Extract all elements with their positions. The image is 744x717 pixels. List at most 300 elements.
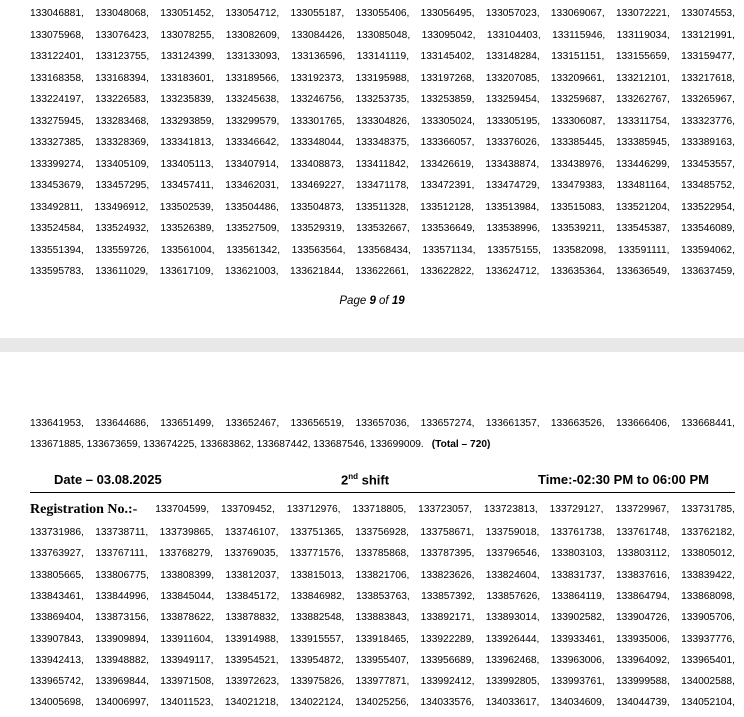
registration-number: 133787395, [420, 548, 475, 560]
registration-number: 133124399, [160, 51, 215, 62]
registration-number: 133148284, [485, 51, 540, 62]
registration-number: 133481164, [616, 180, 670, 191]
registration-number: 133636549, [615, 266, 670, 277]
number-line [30, 417, 735, 431]
last-number-line [30, 438, 735, 452]
registration-number: 133426619, [420, 158, 474, 170]
page-total-number: 19 [391, 295, 405, 307]
registration-number: 133385445, [550, 137, 605, 148]
registration-number: 133207085, [485, 72, 540, 84]
registration-number: 133085048, [356, 29, 411, 41]
registration-number: 133346642, [225, 137, 280, 148]
registration-number: 134011523, [160, 697, 214, 709]
registration-number: 133723813, [483, 504, 538, 515]
registration-number: 133057023, [485, 8, 540, 19]
number-line [30, 7, 735, 21]
registration-number: 133761738, [550, 527, 605, 538]
registration-number: 133882548, [290, 612, 345, 624]
registration-number: 133122401, [30, 51, 84, 62]
registration-number: 133668441, [681, 418, 735, 429]
registration-number: 133591111, [617, 244, 670, 256]
page-current-number: 9 [369, 295, 376, 307]
registration-number: 133305024, [421, 115, 475, 127]
registration-number: 133123755, [95, 51, 150, 62]
registration-number: 133893014, [485, 612, 540, 624]
registration-number: 133511328, [355, 201, 409, 213]
registration-number: 133617109, [159, 266, 214, 277]
registration-number: 133538996, [486, 223, 541, 234]
registration-number: 133471178, [355, 180, 409, 191]
registration-number: 133305195, [486, 115, 541, 127]
registration-number: 133526389, [160, 223, 215, 234]
registration-number: 133729967, [615, 504, 670, 515]
exam-date: Date – 03.08.2025 [54, 472, 162, 487]
registration-number: 133762182, [681, 527, 735, 538]
registration-number: 133844996, [95, 590, 150, 602]
registration-number: 133502539, [159, 201, 214, 213]
registration-number: 133621003, [224, 266, 279, 277]
registration-number: 133069067, [550, 8, 605, 19]
registration-number: 133746107, [224, 527, 279, 538]
registration-number: 133262767, [615, 94, 670, 105]
shift-word: shift [358, 472, 390, 488]
registration-label: Registration No.:- [30, 502, 138, 517]
shift-label [341, 472, 389, 487]
registration-number: 133076423, [95, 29, 150, 41]
registration-number: 133758671, [420, 527, 475, 538]
registration-number: 133304826, [355, 115, 410, 127]
number-line [30, 222, 735, 236]
registration-number: 133785868, [355, 548, 410, 560]
registration-number: 133532667, [355, 223, 410, 234]
number-line [30, 201, 735, 215]
registration-number: 133651499, [160, 418, 215, 429]
registration-number: 133072221, [615, 8, 670, 19]
shift-ordinal-suffix: nd [348, 472, 359, 481]
registration-number: 133922289, [420, 633, 475, 645]
registration-number: 133949117, [160, 654, 214, 666]
registration-number: 133246756, [290, 94, 345, 105]
registration-number: 133159477, [681, 51, 735, 62]
registration-number: 133084426, [291, 29, 345, 41]
registration-number: 133992805, [485, 676, 540, 688]
registration-number: 133155659, [615, 51, 670, 62]
registration-number: 133868098, [681, 590, 735, 602]
registration-number: 133348375, [355, 137, 410, 148]
registration-number: 133652467, [225, 418, 280, 429]
registration-number: 133168394, [95, 72, 149, 84]
registration-number: 133474729, [485, 180, 540, 191]
registration-number: 134044739, [615, 697, 670, 709]
registration-first-line [30, 501, 735, 519]
registration-number: 133956689, [420, 654, 475, 666]
registration-number: 133563564, [291, 244, 346, 256]
registration-number: 133857626, [486, 590, 541, 602]
registration-number: 133054712, [225, 8, 280, 19]
registration-number: 133864794, [615, 590, 670, 602]
number-line [30, 654, 735, 668]
registration-number: 133965401, [681, 654, 735, 666]
number-line [30, 547, 735, 561]
registration-number: 133935006, [615, 633, 670, 645]
registration-number: 133955407, [355, 654, 410, 666]
registration-number: 133546089, [681, 223, 735, 234]
registration-number: 133051452, [160, 8, 215, 19]
registration-number: 133048068, [95, 8, 149, 19]
number-line [30, 93, 735, 107]
registration-number: 133457295, [95, 180, 150, 191]
registration-number: 133462031, [225, 180, 280, 191]
page-footer [0, 295, 744, 307]
registration-number: 133637459, [681, 266, 735, 277]
registration-number: 133999588, [615, 676, 670, 688]
registration-number: 134021218, [224, 697, 279, 709]
page-footer-of: of [375, 295, 392, 307]
number-line [30, 526, 735, 540]
registration-number: 133504873, [290, 201, 345, 213]
registration-number: 133095042, [421, 29, 476, 41]
registration-number: 133918465, [355, 633, 410, 645]
registration-number: 133969844, [95, 676, 149, 688]
number-line [30, 675, 735, 689]
registration-number: 133914988, [224, 633, 279, 645]
registration-number: 133723057, [418, 504, 472, 515]
registration-number: 133815013, [290, 569, 345, 581]
number-line [30, 265, 735, 279]
registration-number: 133769035, [224, 548, 279, 560]
registration-number: 133197268, [420, 72, 475, 84]
registration-number: 133539211, [551, 223, 605, 234]
registration-number: 133661357, [485, 418, 540, 429]
registration-number: 134002588, [681, 676, 735, 688]
registration-number: 133704599, [155, 504, 210, 515]
registration-number: 133224197, [30, 94, 84, 105]
registration-number: 133192373, [290, 72, 345, 84]
registration-number: 134005698, [30, 697, 84, 709]
registration-number: 133731986, [30, 527, 84, 538]
registration-number: 133055187, [290, 8, 345, 19]
registration-number: 133845044, [160, 590, 215, 602]
registration-number: 133763927, [30, 548, 84, 560]
registration-number: 133843461, [30, 590, 84, 602]
number-line [30, 611, 735, 625]
registration-number: 133046881, [30, 8, 84, 19]
registration-number: 133472391, [420, 180, 475, 191]
number-line [30, 115, 735, 129]
registration-number: 133878832, [225, 612, 280, 624]
registration-number: 133145402, [420, 51, 475, 62]
registration-number: 133812037, [225, 569, 280, 581]
registration-number: 133075968, [30, 29, 84, 41]
registration-number: 133259454, [485, 94, 540, 105]
total-count: (Total – 720) [431, 439, 491, 450]
registration-number: 133453679, [30, 180, 84, 191]
registration-number: 133446299, [615, 158, 670, 170]
registration-number: 133457411, [160, 180, 214, 191]
number-line [30, 158, 735, 172]
registration-number: 133731785, [681, 504, 735, 515]
registration-number: 133527509, [225, 223, 280, 234]
registration-number: 133568434, [357, 244, 411, 256]
registration-number: 133561342, [226, 244, 281, 256]
shift-time: Time:-02:30 PM to 06:00 PM [538, 472, 709, 487]
registration-number: 133551394, [30, 244, 84, 256]
registration-number: 133245638, [225, 94, 280, 105]
registration-number: 133644686, [95, 418, 149, 429]
registration-number: 133407914, [225, 158, 279, 170]
registration-number: 133821706, [355, 569, 410, 581]
registration-number: 133831737, [550, 569, 605, 581]
number-line [30, 696, 735, 710]
registration-number: 133408873, [290, 158, 345, 170]
registration-number: 133806775, [95, 569, 149, 581]
registration-number: 133656519, [290, 418, 345, 429]
registration-number: 133328369, [95, 137, 149, 148]
page-footer-prefix: Page [339, 295, 370, 307]
registration-number: 133767111, [95, 548, 148, 560]
registration-number: 133078255, [160, 29, 215, 41]
registration-number: 133253735, [355, 94, 410, 105]
shift-header [30, 469, 735, 491]
registration-number: 133904726, [615, 612, 670, 624]
number-line [30, 29, 735, 43]
registration-number: 133759018, [485, 527, 540, 538]
registration-number: 133366057, [420, 137, 475, 148]
registration-number: 133299579, [225, 115, 280, 127]
registration-number: 133522954, [681, 201, 735, 213]
registration-number: 133226583, [95, 94, 149, 105]
registration-number: 133892171, [420, 612, 475, 624]
registration-number: 133492811, [30, 201, 84, 213]
registration-number: 133405113, [160, 158, 214, 170]
registration-number: 133183601, [160, 72, 215, 84]
registration-number: 133761748, [615, 527, 670, 538]
registration-number: 133275945, [30, 115, 84, 127]
registration-number: 133283468, [95, 115, 150, 127]
registration-number: 133907843, [30, 633, 84, 645]
registration-number: 133873156, [95, 612, 149, 624]
registration-number: 133942413, [30, 654, 84, 666]
registration-number: 133796546, [485, 548, 540, 560]
registration-number: 133189566, [225, 72, 280, 84]
registration-number: 133311754, [616, 115, 670, 127]
registration-number: 133971508, [160, 676, 215, 688]
registration-number: 133839422, [681, 569, 735, 581]
registration-number: 133993761, [550, 676, 605, 688]
document-page-9 [0, 0, 744, 338]
registration-number: 133845172, [225, 590, 280, 602]
registration-number: 133905706, [681, 612, 735, 624]
registration-number: 133385945, [615, 137, 670, 148]
registration-number: 133709452, [220, 504, 275, 515]
registration-number: 133405109, [95, 158, 150, 170]
registration-number: 133718805, [352, 504, 407, 515]
registration-number: 133438874, [485, 158, 540, 170]
registration-number: 133965742, [30, 676, 84, 688]
registration-number: 133559726, [95, 244, 150, 256]
registration-number: 133265967, [681, 94, 735, 105]
registration-number: 133622661, [355, 266, 410, 277]
registration-number: 133624712, [485, 266, 540, 277]
registration-number: 133212101, [615, 72, 670, 84]
registration-number: 133438976, [550, 158, 605, 170]
registration-number: 133306087, [551, 115, 606, 127]
registration-number: 133115946, [552, 29, 606, 41]
registration-number: 133082609, [225, 29, 280, 41]
registration-number: 133133093, [226, 51, 280, 62]
header-divider [30, 492, 735, 493]
registration-number: 133964092, [615, 654, 670, 666]
registration-number: 133253859, [420, 94, 475, 105]
registration-number: 133751365, [290, 527, 344, 538]
registration-number: 133805012, [681, 548, 735, 560]
shift-number: 2 [341, 472, 349, 488]
number-line [30, 136, 735, 150]
registration-number: 133883843, [355, 612, 410, 624]
registration-number: 133582098, [552, 244, 607, 256]
registration-number: 133209661, [550, 72, 605, 84]
registration-number: 133389163, [681, 137, 735, 148]
registration-number: 133621844, [290, 266, 344, 277]
registration-number: 133738711, [95, 527, 149, 538]
registration-number: 133992412, [420, 676, 475, 688]
registration-number: 133909894, [95, 633, 150, 645]
registration-number: 133496912, [94, 201, 149, 213]
registration-number: 133453557, [681, 158, 735, 170]
registration-number: 133641953, [30, 418, 84, 429]
registration-number: 133657036, [355, 418, 410, 429]
registration-number: 133515083, [550, 201, 605, 213]
registration-number: 133524584, [30, 223, 84, 234]
registration-number: 133151151, [551, 51, 605, 62]
registration-number: 134033576, [420, 697, 475, 709]
registration-number: 133561004, [160, 244, 215, 256]
registration-number: 133824604, [485, 569, 540, 581]
registration-number: 133121991, [681, 29, 735, 41]
registration-number: 133878622, [160, 612, 215, 624]
registration-number: 133595783, [30, 266, 84, 277]
registration-number: 133771576, [289, 548, 344, 560]
registration-number: 133756928, [355, 527, 410, 538]
registration-number: 133657274, [420, 418, 475, 429]
registration-number: 133571134, [422, 244, 476, 256]
registration-number: 133293859, [160, 115, 215, 127]
registration-number: 133512128, [420, 201, 474, 213]
registration-number: 133729127, [549, 504, 604, 515]
registration-number: 133823626, [420, 569, 475, 581]
registration-number: 133529319, [290, 223, 345, 234]
registration-number: 133846982, [290, 590, 345, 602]
number-line [30, 179, 735, 193]
registration-number: 133911604, [160, 633, 214, 645]
registration-number: 133485752, [681, 180, 735, 191]
number-line [30, 590, 735, 604]
last-numbers-text: 133671885, 133673659, 133674225, 133683862, 133687442, 133687546, 133699009. [30, 439, 424, 450]
registration-number: 133975826, [290, 676, 345, 688]
number-line [30, 50, 735, 64]
registration-number: 133805665, [30, 569, 84, 581]
registration-number: 133594062, [681, 244, 735, 256]
number-line [30, 633, 735, 647]
registration-number: 133954872, [290, 654, 344, 666]
registration-number: 134022124, [290, 697, 344, 709]
registration-number: 133348044, [290, 137, 345, 148]
registration-number: 133853763, [355, 590, 410, 602]
registration-number: 134025256, [355, 697, 410, 709]
number-line [30, 569, 735, 583]
registration-number: 133195988, [355, 72, 410, 84]
registration-number: 133768279, [159, 548, 213, 560]
registration-number: 133136596, [291, 51, 346, 62]
registration-number: 133837616, [615, 569, 670, 581]
registration-number: 133411842, [355, 158, 409, 170]
registration-number: 133963006, [550, 654, 605, 666]
registration-number: 133962468, [485, 654, 540, 666]
registration-number: 133524932, [95, 223, 150, 234]
registration-number: 134034609, [550, 697, 605, 709]
registration-number: 133536649, [421, 223, 475, 234]
registration-number: 133948882, [95, 654, 150, 666]
registration-number: 133327385, [30, 137, 84, 148]
registration-number: 133663526, [550, 418, 605, 429]
registration-number: 133504486, [225, 201, 279, 213]
registration-number: 133469227, [290, 180, 345, 191]
registration-number: 133933461, [550, 633, 605, 645]
registration-number: 133803103, [551, 548, 606, 560]
registration-number: 133545387, [615, 223, 670, 234]
registration-number: 134006997, [95, 697, 150, 709]
registration-number: 133479383, [551, 180, 605, 191]
registration-number: 133521204, [615, 201, 670, 213]
registration-number: 133857392, [421, 590, 475, 602]
document-page-10 [0, 352, 744, 717]
number-line [30, 244, 735, 258]
registration-number: 133611029, [95, 266, 149, 277]
registration-number: 133808399, [160, 569, 215, 581]
registration-number: 133622822, [420, 266, 475, 277]
registration-number: 133915557, [290, 633, 344, 645]
registration-number: 133055406, [355, 8, 410, 19]
registration-number: 133902582, [550, 612, 605, 624]
registration-number: 133301765, [290, 115, 345, 127]
registration-number: 133074553, [681, 8, 735, 19]
registration-number: 133399274, [30, 158, 84, 170]
registration-number: 133954521, [224, 654, 279, 666]
registration-number: 133056495, [420, 8, 475, 19]
registration-number: 133972623, [225, 676, 280, 688]
registration-number: 133217618, [681, 72, 735, 84]
registration-number: 133666406, [615, 418, 670, 429]
registration-number: 133803112, [616, 548, 670, 560]
registration-number: 133635364, [550, 266, 605, 277]
registration-number: 133323776, [681, 115, 735, 127]
registration-number: 133937776, [681, 633, 735, 645]
registration-number: 134052104, [681, 697, 735, 709]
registration-number: 133376026, [485, 137, 540, 148]
registration-number: 133235839, [160, 94, 215, 105]
registration-number: 133341813, [160, 137, 215, 148]
registration-number: 133104403, [486, 29, 541, 41]
number-line [30, 72, 735, 86]
registration-number: 133259687, [550, 94, 605, 105]
registration-number: 133712976, [286, 504, 341, 515]
registration-number: 133977871, [355, 676, 410, 688]
registration-number: 133739865, [159, 527, 214, 538]
registration-number: 133141119, [356, 51, 410, 62]
registration-number: 133864119, [551, 590, 605, 602]
registration-number: 133869404, [30, 612, 84, 624]
registration-number: 133575155, [487, 244, 541, 256]
